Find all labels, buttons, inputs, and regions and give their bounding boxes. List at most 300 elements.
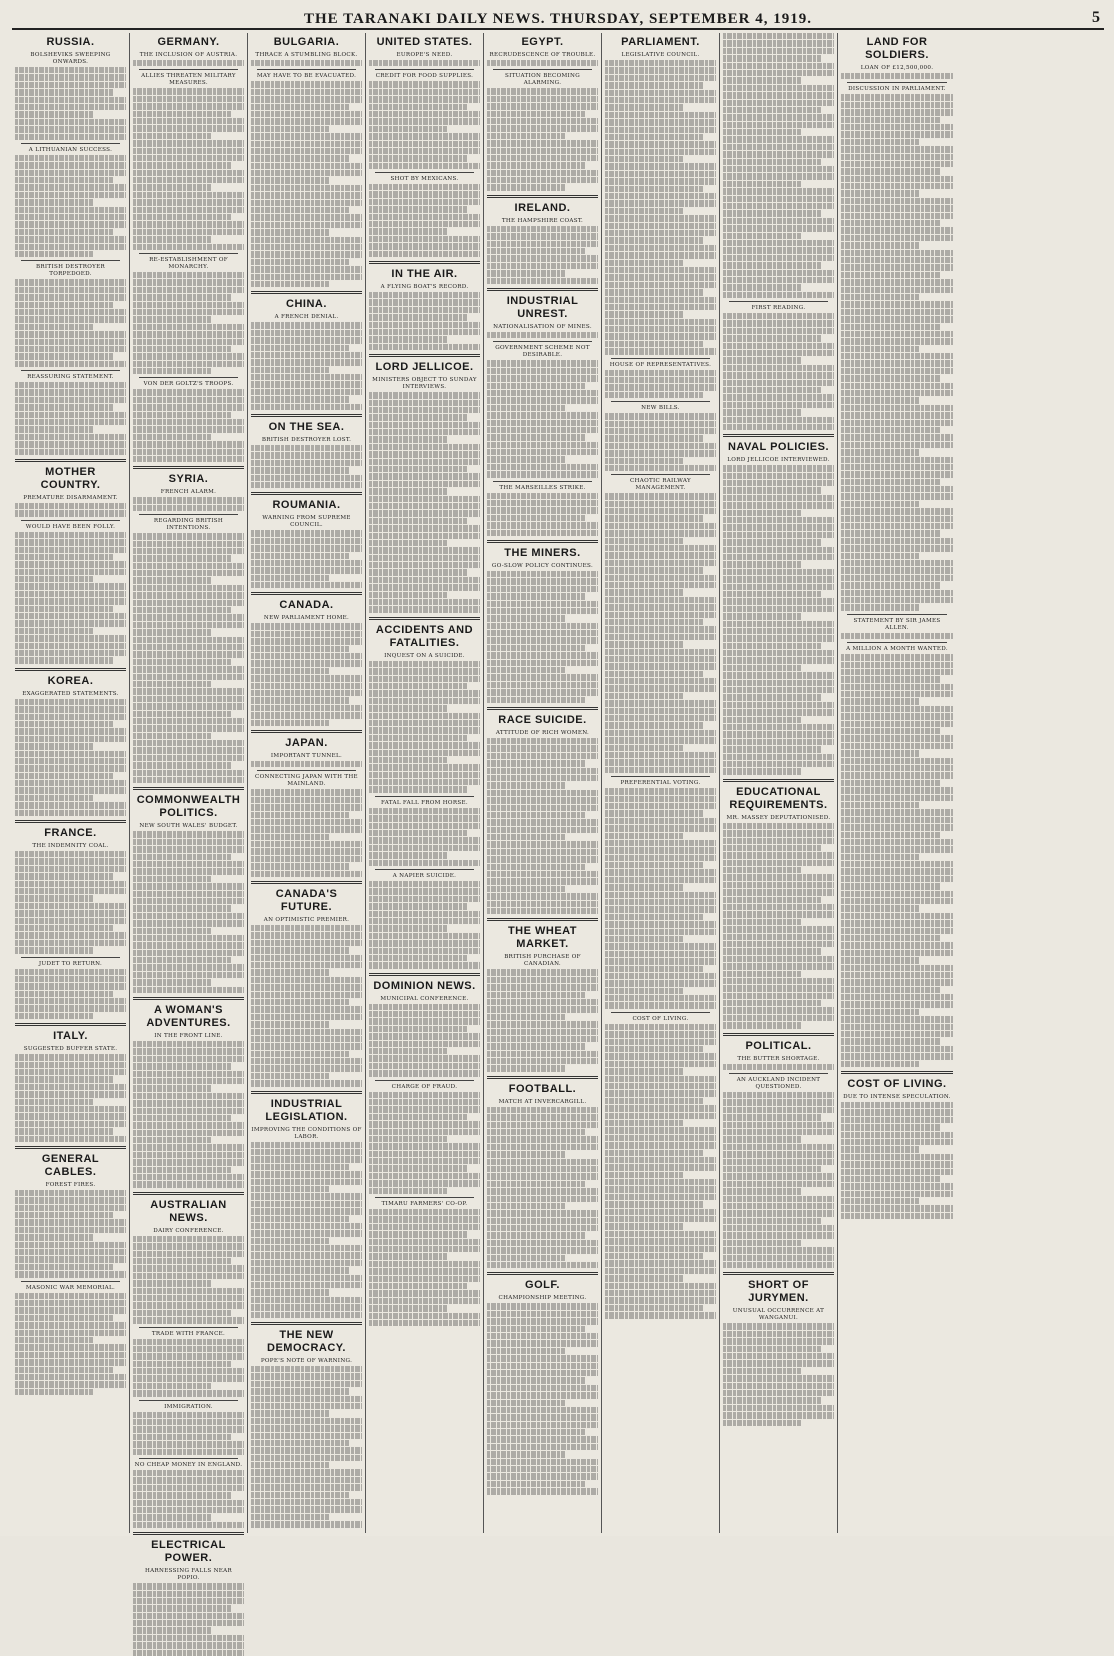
text-line [605, 384, 716, 390]
text-line [251, 1462, 329, 1468]
text-line [133, 533, 244, 539]
text-line [841, 479, 940, 485]
text-line [133, 740, 244, 746]
text-line [841, 412, 953, 418]
text-line [133, 287, 244, 293]
text-line [723, 48, 834, 54]
text-line [133, 666, 244, 672]
text-line [369, 104, 467, 110]
text-line [251, 940, 362, 946]
article-subheading: IMPROVING THE CONDITIONS OF LABOR. [251, 1126, 362, 1140]
text-line [15, 503, 126, 509]
text-line [605, 104, 683, 110]
article-subheading: PREFERENTIAL VOTING. [620, 780, 701, 787]
text-line [133, 272, 244, 278]
text-line [723, 978, 834, 984]
text-line [487, 886, 565, 892]
text-line [723, 687, 834, 693]
text-line [487, 1255, 565, 1261]
text-line [487, 118, 598, 124]
section-divider [133, 1532, 244, 1535]
text-line [841, 883, 940, 889]
text-line [841, 324, 940, 330]
text-line [487, 255, 598, 261]
text-line [841, 706, 953, 712]
text-line [369, 1092, 480, 1098]
text-line [133, 861, 244, 867]
text-line [251, 1304, 362, 1310]
text-line [15, 1113, 126, 1119]
text-line [723, 225, 834, 231]
text-line [133, 346, 231, 352]
text-line [15, 1381, 126, 1387]
text-line [15, 728, 126, 734]
text-line [723, 768, 801, 774]
text-line [487, 999, 598, 1005]
text-line [487, 1481, 585, 1487]
text-line [723, 1368, 801, 1374]
text-line [841, 1053, 953, 1059]
text-line [487, 864, 585, 870]
text-line [605, 634, 716, 640]
text-line [605, 326, 716, 332]
text-line [841, 279, 953, 285]
text-line [487, 1451, 565, 1457]
text-line [841, 861, 953, 867]
text-line [487, 969, 598, 975]
text-line [723, 569, 834, 575]
text-line [369, 1298, 480, 1304]
text-line [133, 426, 244, 432]
text-line [841, 1139, 953, 1145]
section-heading: GERMANY. [157, 36, 220, 48]
text-line [487, 1303, 598, 1309]
text-line [841, 942, 953, 948]
text-line [369, 1143, 480, 1149]
text-line [133, 570, 244, 576]
article-subheading: CHARGE OF FRAUD. [391, 1083, 458, 1090]
text-line [133, 1361, 231, 1367]
article-rule [611, 1012, 710, 1013]
text-line [487, 1355, 598, 1361]
text-line [723, 1092, 834, 1098]
text-line [723, 926, 834, 932]
text-line [605, 215, 716, 221]
text-line [841, 1001, 953, 1007]
text-line [605, 1216, 716, 1222]
text-line [251, 1492, 349, 1498]
article-rule [21, 143, 120, 144]
text-line [15, 229, 113, 235]
article-subheading: BOLSHEVIKS SWEEPING ONWARDS. [30, 52, 111, 65]
text-line [841, 972, 953, 978]
section-heading: UNITED STATES. [376, 36, 473, 48]
masthead-title: THE TARANAKI DAILY NEWS. THURSDAY, SEPTEMBER 4, 1919. [304, 11, 812, 27]
text-line [605, 877, 716, 883]
section-heading: LAND FOR SOLDIERS. [865, 36, 929, 61]
text-line [251, 932, 362, 938]
text-line [841, 508, 953, 514]
text-line [251, 274, 362, 280]
text-line [369, 429, 480, 435]
article-rule [257, 770, 356, 771]
text-line [251, 812, 349, 818]
text-line [251, 1245, 362, 1251]
text-line [15, 613, 126, 619]
text-line [251, 705, 362, 711]
text-line [605, 678, 716, 684]
text-line [841, 772, 953, 778]
text-line [369, 184, 480, 190]
text-line [133, 353, 244, 359]
text-line [605, 693, 683, 699]
text-line [251, 1425, 362, 1431]
text-line [15, 510, 126, 516]
text-line [133, 1302, 244, 1308]
text-line [605, 1076, 716, 1082]
text-line [487, 241, 598, 247]
text-line [251, 841, 362, 847]
text-line [841, 1132, 953, 1138]
text-line [133, 614, 244, 620]
text-line [251, 871, 362, 877]
text-line [723, 203, 834, 209]
text-line [723, 709, 834, 715]
text-line [133, 733, 211, 739]
text-line [15, 339, 126, 345]
text-line [251, 207, 349, 213]
text-line [487, 1043, 585, 1049]
text-line [605, 1312, 716, 1318]
text-line [133, 60, 244, 66]
text-line [369, 400, 480, 406]
text-line [487, 1159, 598, 1165]
text-line [841, 397, 919, 403]
text-line [251, 962, 362, 968]
text-line [723, 838, 834, 844]
text-line [723, 830, 834, 836]
text-line [723, 547, 834, 553]
text-line [251, 1506, 362, 1512]
text-line [369, 1048, 447, 1054]
text-line [133, 133, 211, 139]
text-line [487, 1422, 598, 1428]
text-line [15, 426, 93, 432]
text-line [605, 230, 716, 236]
text-line [605, 589, 683, 595]
text-line [369, 322, 480, 328]
text-line [133, 1144, 244, 1150]
text-line [15, 765, 126, 771]
text-line [605, 1238, 716, 1244]
text-line [369, 1136, 447, 1142]
text-line [251, 1388, 349, 1394]
text-line [605, 722, 703, 728]
text-line [605, 289, 703, 295]
text-line [133, 592, 244, 598]
text-line [15, 1234, 93, 1240]
text-line [487, 1340, 598, 1346]
text-line [487, 1218, 598, 1224]
text-line [487, 1173, 598, 1179]
text-line [605, 1260, 716, 1266]
section-heading: CANADA'S FUTURE. [275, 888, 338, 914]
text-line [605, 671, 703, 677]
text-line [251, 530, 362, 536]
text-line [723, 262, 821, 268]
article-subheading: LORD JELLICOE INTERVIEWED. [727, 457, 830, 464]
section-divider [133, 787, 244, 790]
text-line [723, 1420, 801, 1426]
text-line [251, 1080, 362, 1086]
text-line [133, 1383, 211, 1389]
text-line [133, 125, 244, 131]
text-line [487, 623, 598, 629]
text-line [841, 227, 953, 233]
text-line [487, 775, 598, 781]
text-line [723, 380, 834, 386]
text-line [487, 133, 565, 139]
text-line [15, 1307, 126, 1313]
text-line [15, 1322, 126, 1328]
text-line [723, 993, 834, 999]
article-rule [375, 796, 474, 797]
text-line [605, 1209, 716, 1215]
text-line [133, 1243, 244, 1249]
text-line [15, 991, 113, 997]
text-line [133, 688, 244, 694]
text-line [15, 155, 126, 161]
article-rule [139, 1458, 238, 1459]
article-rule [611, 401, 710, 402]
article-subheading: CONNECTING JAPAN WITH THE MAINLAND. [255, 774, 358, 788]
section-heading: INDUSTRIAL LEGISLATION. [265, 1097, 348, 1123]
article-subheading: A LITHUANIAN SUCCESS. [28, 146, 113, 153]
text-line [15, 910, 126, 916]
text-line [369, 525, 480, 531]
text-line [369, 1173, 480, 1179]
text-line [841, 743, 953, 749]
article-rule [493, 341, 592, 342]
text-line [605, 582, 716, 588]
text-line [251, 1208, 362, 1214]
text-line [251, 1193, 362, 1199]
article-rule [847, 82, 947, 83]
text-line [251, 1297, 362, 1303]
article-subheading: THRACE A STUMBLING BLOCK. [255, 52, 358, 58]
article-rule [375, 1080, 474, 1081]
text-line [369, 292, 480, 298]
text-line [15, 1367, 113, 1373]
text-line [723, 1323, 834, 1329]
section-heading: EGYPT. [521, 36, 564, 48]
text-line [723, 328, 834, 334]
text-line [723, 394, 834, 400]
text-line [369, 830, 467, 836]
text-line [15, 721, 113, 727]
text-line [15, 294, 126, 300]
article-subheading: LEGISLATIVE COUNCIL. [621, 52, 700, 58]
text-line [841, 383, 953, 389]
text-line [723, 606, 834, 612]
text-line [723, 823, 834, 829]
section-heading: COST OF LIVING. [847, 1078, 947, 1090]
text-line [251, 96, 362, 102]
text-line [487, 270, 565, 276]
text-line [369, 214, 480, 220]
article-subheading: THE MARSEILLES STRIKE. [499, 484, 586, 491]
text-line [605, 370, 716, 376]
article-rule [139, 514, 238, 515]
text-line [133, 1346, 244, 1352]
text-line [723, 874, 834, 880]
text-line [251, 1447, 362, 1453]
text-line [487, 530, 598, 536]
text-line [133, 1412, 244, 1418]
text-line [605, 465, 716, 471]
text-line [369, 555, 480, 561]
text-line [487, 586, 598, 592]
text-line [369, 496, 480, 502]
section-divider [369, 261, 480, 264]
text-line [133, 1258, 231, 1264]
section-heading: ACCIDENTS AND FATALITIES. [375, 623, 474, 649]
text-line [605, 223, 716, 229]
text-line [133, 236, 211, 242]
text-line [841, 154, 953, 160]
text-line [723, 643, 821, 649]
text-line [133, 762, 231, 768]
text-line [723, 1166, 821, 1172]
text-line [133, 935, 244, 941]
text-line [133, 1251, 244, 1257]
news-column-3 [248, 33, 366, 1533]
text-line [841, 242, 919, 248]
text-line [841, 1146, 919, 1152]
text-line [369, 81, 480, 87]
text-line [15, 810, 126, 816]
text-line [15, 940, 126, 946]
text-line [605, 458, 683, 464]
text-line [605, 1068, 683, 1074]
text-line [723, 539, 821, 545]
text-line [369, 577, 480, 583]
text-line [369, 1283, 467, 1289]
article-subheading: DISCUSSION IN PARLIAMENT. [848, 86, 946, 93]
text-line [133, 1295, 244, 1301]
text-line [605, 1290, 716, 1296]
text-line [369, 683, 467, 689]
text-line [133, 839, 244, 845]
text-line [487, 1065, 565, 1071]
text-line [487, 601, 598, 607]
text-line [369, 852, 447, 858]
text-line [251, 631, 362, 637]
text-line [723, 1397, 821, 1403]
text-line [15, 1256, 126, 1262]
text-line [487, 1318, 598, 1324]
section-heading: IN THE AIR. [391, 267, 458, 280]
article-subheading: THE INDEMNITY COAL. [32, 843, 109, 850]
text-line [133, 229, 244, 235]
text-line [251, 690, 362, 696]
text-line [487, 1392, 598, 1398]
text-line [605, 943, 716, 949]
article-subheading: STATEMENT BY SIR JAMES ALLEN. [853, 617, 941, 631]
text-line [251, 192, 362, 198]
text-line [487, 1232, 585, 1238]
section-divider [487, 1272, 598, 1275]
text-line [723, 255, 834, 261]
text-line [133, 1500, 244, 1506]
text-line [15, 1128, 113, 1134]
text-line [841, 405, 953, 411]
text-line [605, 973, 716, 979]
text-line [369, 407, 480, 413]
text-line [487, 834, 565, 840]
section-heading: ITALY. [53, 1030, 88, 1043]
text-line [605, 1135, 716, 1141]
text-line [605, 1024, 716, 1030]
text-line [723, 1360, 834, 1366]
text-line [369, 533, 480, 539]
text-line [487, 977, 598, 983]
text-line [15, 795, 93, 801]
text-line [369, 1253, 447, 1259]
text-line [723, 1129, 834, 1135]
text-line [723, 1210, 834, 1216]
text-line [251, 266, 362, 272]
text-line [841, 545, 953, 551]
text-line [369, 1004, 480, 1010]
text-line [369, 1041, 480, 1047]
text-line [605, 119, 716, 125]
text-line [15, 134, 126, 140]
section-heading: COMMONWEALTH POLITICS. [136, 794, 241, 820]
text-line [15, 699, 126, 705]
text-line [133, 928, 211, 934]
text-line [133, 1620, 244, 1626]
text-line [15, 606, 113, 612]
text-line [487, 1122, 598, 1128]
text-line [487, 471, 598, 477]
text-line [605, 619, 703, 625]
text-line [133, 747, 244, 753]
text-line [369, 808, 480, 814]
text-line [15, 404, 113, 410]
text-line [369, 1063, 480, 1069]
text-line [15, 976, 126, 982]
text-line [251, 330, 362, 336]
text-line [841, 698, 919, 704]
text-line [841, 264, 953, 270]
text-line [369, 562, 480, 568]
text-line [487, 111, 585, 117]
text-line [133, 898, 244, 904]
text-line [487, 390, 598, 396]
section-heading: MOTHER COUNTRY. [40, 465, 101, 491]
section-heading: PARLIAMENT. [621, 36, 700, 48]
text-line [841, 338, 953, 344]
text-line [251, 1179, 362, 1185]
text-line [605, 1039, 716, 1045]
text-line [133, 563, 244, 569]
section-divider [487, 1076, 598, 1079]
text-line [251, 389, 362, 395]
text-line [369, 488, 447, 494]
text-line [723, 33, 834, 39]
text-line [487, 1466, 598, 1472]
